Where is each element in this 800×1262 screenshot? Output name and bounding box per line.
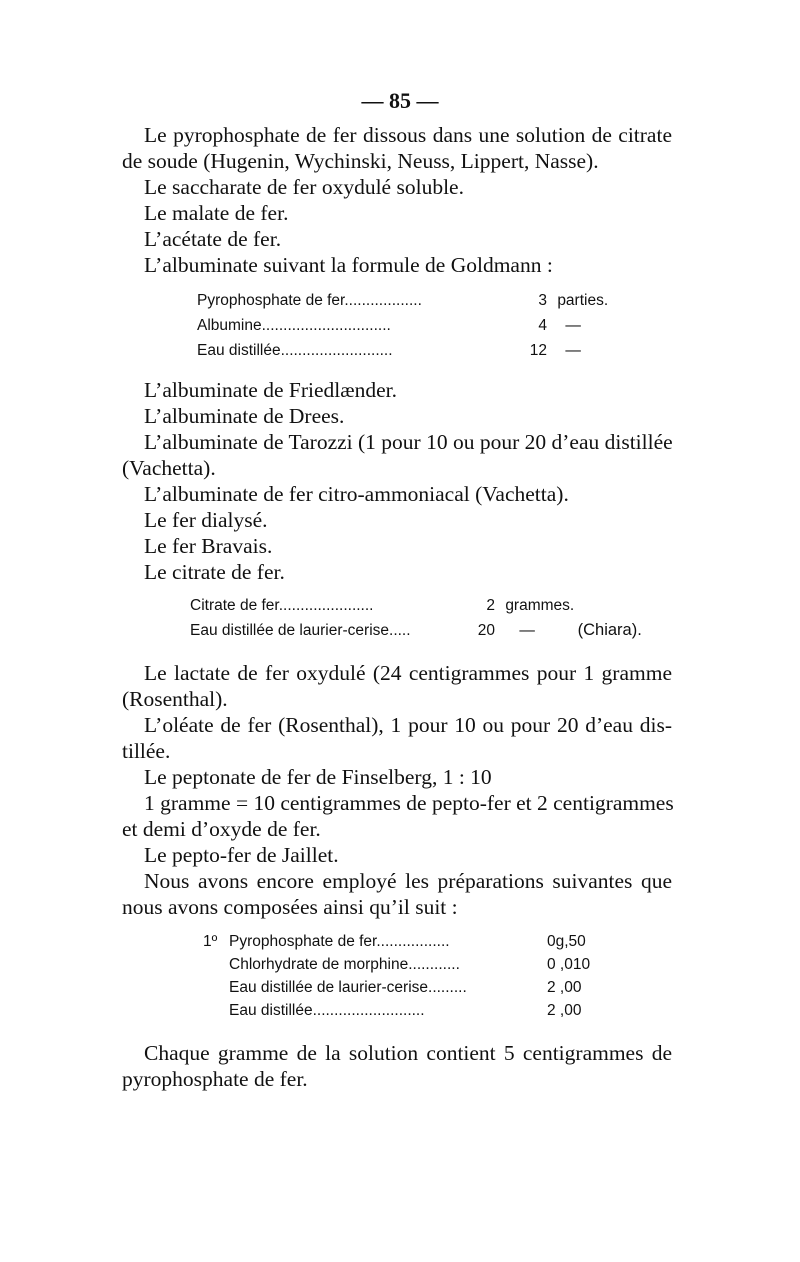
- table-row: [203, 933, 607, 951]
- ingredient-qty: 20: [477, 622, 495, 639]
- ingredient-unit: parties.: [557, 292, 609, 309]
- ingredient-label: Eau distillée..........................: [197, 342, 393, 359]
- text-line: et demi d’oxyde de fer.: [122, 817, 321, 841]
- ingredient-label: Eau distillée de laurier-cerise.........: [229, 979, 467, 996]
- text-line: L’oléate de fer (Rosenthal), 1 pour 10 ou pour 20 d’eau dis-: [144, 713, 672, 737]
- text-line: Le citrate de fer.: [144, 560, 285, 584]
- text-line: Chaque gramme de la solution contient 5 centigrammes de: [144, 1041, 672, 1065]
- ingredient-unit: grammes.: [505, 597, 575, 614]
- text-line: L’albuminate de Friedlænder.: [144, 378, 397, 402]
- ingredient-qty: 0 ,010: [547, 956, 591, 973]
- text-line: Nous avons encore employé les préparations suivantes que: [144, 869, 672, 893]
- text-line: L’acétate de fer.: [144, 227, 282, 251]
- text-line: Le lactate de fer oxydulé (24 centigrammes pour 1 gramme: [144, 661, 672, 685]
- table-row: [203, 956, 607, 974]
- text-line: de soude (Hugenin, Wychinski, Neuss, Lippert, Nasse).: [122, 149, 599, 173]
- ingredient-qty: 2: [486, 597, 495, 614]
- ingredient-label: Chlorhydrate de morphine............: [229, 956, 460, 973]
- text-line: Le pepto-fer de Jaillet.: [144, 843, 339, 867]
- page-number: — 85 —: [361, 88, 439, 113]
- ingredient-qty: 2 ,00: [547, 1002, 582, 1019]
- text-line: tillée.: [122, 739, 171, 763]
- text-line: Le saccharate de fer oxydulé soluble.: [144, 175, 464, 199]
- ingredient-qty: 4: [538, 317, 547, 334]
- ingredient-label: Eau distillée de laurier-cerise.....: [190, 622, 411, 639]
- ingredient-unit: —: [565, 317, 581, 334]
- ingredient-qty: 12: [529, 342, 547, 359]
- ingredient-label: Citrate de fer......................: [190, 597, 374, 614]
- table-row: [190, 621, 642, 640]
- table-row: [197, 342, 581, 360]
- text-line: pyrophosphate de fer.: [122, 1067, 308, 1091]
- text-line: L’albuminate de Tarozzi (1 pour 10 ou pour 20 d’eau distillée: [144, 430, 673, 454]
- table-row: [197, 292, 608, 310]
- table-row: [203, 979, 607, 997]
- text-line: (Vachetta).: [122, 456, 216, 480]
- text-line: L’albuminate de fer citro-ammoniacal (Vachetta).: [144, 482, 569, 506]
- ingredient-qty: 3: [538, 292, 547, 309]
- text-line: Le fer Bravais.: [144, 534, 273, 558]
- ingredient-unit: —: [565, 342, 581, 359]
- ingredient-qty: 0g,50: [547, 933, 586, 950]
- text-line: nous avons composées ainsi qu’il suit :: [122, 895, 458, 919]
- table-row: [203, 1002, 607, 1020]
- ingredient-unit: —: [519, 622, 535, 639]
- ingredient-label: Pyrophosphate de fer..................: [197, 292, 422, 309]
- ingredient-label: Eau distillée..........................: [229, 1002, 425, 1019]
- text-line: L’albuminate suivant la formule de Goldmann :: [144, 253, 553, 277]
- text-line: Le peptonate de fer de Finselberg, 1 : 10: [144, 765, 492, 789]
- text-line: L’albuminate de Drees.: [144, 404, 345, 428]
- table-row: [197, 317, 581, 335]
- ingredient-label: Pyrophosphate de fer.................: [229, 933, 450, 950]
- ingredient-label: Albumine..............................: [197, 317, 391, 334]
- text-line: Le fer dialysé.: [144, 508, 268, 532]
- text-line: 1 gramme = 10 centigrammes de pepto-fer et 2 centigrammes: [144, 791, 674, 815]
- text-line: Le pyrophosphate de fer dissous dans une solution de citrate: [144, 123, 672, 147]
- ingredient-qty: 2 ,00: [547, 979, 582, 996]
- item-number: 1º: [203, 933, 218, 950]
- text-line: (Rosenthal).: [122, 687, 228, 711]
- source-note: (Chiara).: [577, 621, 642, 639]
- table-row: [190, 597, 574, 615]
- text-line: Le malate de fer.: [144, 201, 289, 225]
